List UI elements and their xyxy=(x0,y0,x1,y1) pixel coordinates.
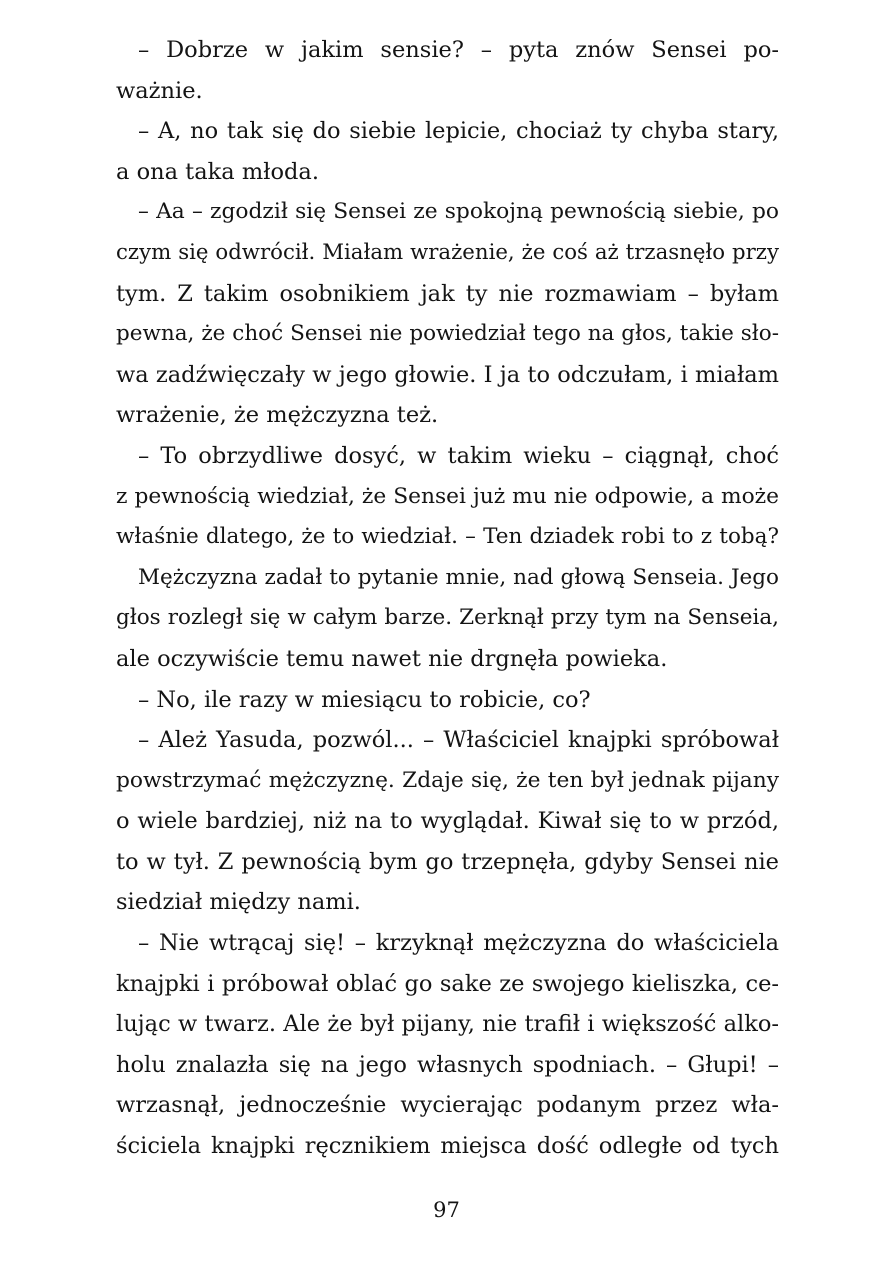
text-line: lując w twarz. Ale że był pijany, nie trafił i większość alko- xyxy=(116,1011,779,1038)
text-line: ważnie. xyxy=(116,77,203,104)
text-line: – A, no tak się do siebie lepicie, chociaż ty chyba stary, xyxy=(138,118,779,145)
text-line: Mężczyzna zadał to pytanie mnie, nad głową Senseia. Jego xyxy=(138,564,779,590)
text-line: głos rozległ się w całym barze. Zerknął przy tym na Senseia, xyxy=(116,605,779,631)
text-line: ściciela knajpki ręcznikiem miejsca dość odległe od tych xyxy=(116,1133,779,1160)
text-line: o wiele bardziej, niż na to wyglądał. Kiwał się to w przód, xyxy=(116,808,779,835)
text-line: wa zadźwięczały w jego głowie. I ja to odczułam, i miałam xyxy=(116,361,779,388)
text-line: wrażenie, że mężczyzna też. xyxy=(116,402,439,429)
text-line: – Ależ Yasuda, pozwól... – Właściciel knajpki spróbował xyxy=(138,727,779,754)
text-line: z pewnością wiedział, że Sensei już mu nie odpowie, a może xyxy=(116,483,779,509)
page-number: 97 xyxy=(433,1198,460,1222)
text-line: siedział między nami. xyxy=(116,889,361,916)
text-line: – No, ile razy w miesiącu to robicie, co? xyxy=(138,686,591,713)
text-line: – To obrzydliwe dosyć, w takim wieku – ciągnął, choć xyxy=(138,442,779,469)
text-line: powstrzymać mężczyznę. Zdaje się, że ten był jednak pijany xyxy=(116,767,779,793)
text-line: ale oczywiście temu nawet nie drgnęła powieka. xyxy=(116,645,668,672)
text-line: a ona taka młoda. xyxy=(116,158,319,185)
text-line: tym. Z takim osobnikiem jak ty nie rozmawiam – byłam xyxy=(116,280,779,307)
text-line: – Aa – zgodził się Sensei ze spokojną pewnością siebie, po xyxy=(138,199,779,225)
text-line: pewna, że choć Sensei nie powiedział tego na głos, takie sło- xyxy=(116,321,779,347)
text-line: knajpki i próbował oblać go sake ze swojego kieliszka, ce- xyxy=(116,970,779,997)
text-line: – Nie wtrącaj się! – krzyknął mężczyzna do właściciela xyxy=(138,930,779,957)
body-text xyxy=(116,30,779,1167)
text-line: – Dobrze w jakim sensie? – pyta znów Sensei po- xyxy=(138,37,779,63)
text-line: holu znalazła się na jego własnych spodniach. – Głupi! – xyxy=(116,1051,779,1078)
text-line: to w tył. Z pewnością bym go trzepnęła, gdyby Sensei nie xyxy=(116,848,779,875)
text-line: czym się odwrócił. Miałam wrażenie, że coś aż trzasnęło przy xyxy=(116,239,779,265)
text-line: wrzasnął, jednocześnie wycierając podanym przez wła- xyxy=(116,1092,779,1119)
text-line: właśnie dlatego, że to wiedział. – Ten dziadek robi to z tobą? xyxy=(116,524,779,550)
